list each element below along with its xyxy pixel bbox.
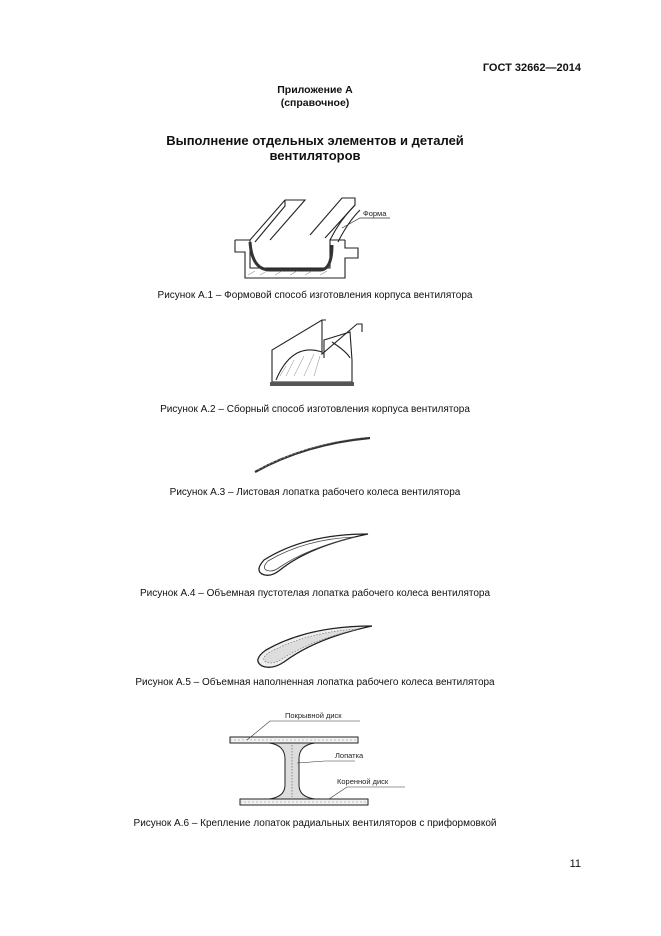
page-title: [0, 133, 630, 163]
figure-a6-blade-fastening: [225, 705, 425, 810]
annex-subtitle: (справочное): [280, 97, 350, 109]
figure-a5-caption: Рисунок А.5 – Объемная наполненная лопатка рабочего колеса вентилятора: [135, 677, 495, 688]
figure-a3-sheet-blade: [250, 432, 380, 477]
figure-a4-hollow-blade: [250, 530, 380, 582]
figure-a1-mold-housing: [230, 190, 410, 285]
figure-a1-caption: Рисунок А.1 – Формовой способ изготовления корпуса вентилятора: [157, 290, 473, 301]
figure-a2-caption: Рисунок А.2 – Сборный способ изготовления корпуса вентилятора: [160, 404, 470, 415]
document-code: ГОСТ 32662—2014: [482, 62, 581, 74]
figure-a1-label-form: Форма: [363, 209, 387, 218]
page-number: 11: [569, 858, 581, 870]
annex-title: Приложение А: [277, 84, 353, 96]
page-title-line-1: Выполнение отдельных элементов и деталей: [166, 133, 464, 148]
figure-a2-assembled-housing: [262, 312, 372, 390]
page-title-line-2: вентиляторов: [269, 148, 361, 163]
annex-heading: [0, 84, 630, 110]
figure-a5-filled-blade: [250, 620, 380, 672]
figure-a6-label-blade: Лопатка: [335, 751, 364, 760]
figure-a6-label-root-disk: Коренной диск: [337, 777, 389, 786]
figure-a4-caption: Рисунок А.4 – Объемная пустотелая лопатка рабочего колеса вентилятора: [139, 588, 491, 599]
figure-a6-label-cover-disk: Покрывной диск: [285, 711, 342, 720]
figure-a6-caption: Рисунок А.6 – Крепление лопаток радиальных вентиляторов с приформовкой: [133, 818, 497, 829]
figure-a3-caption: Рисунок А.3 – Листовая лопатка рабочего колеса вентилятора: [169, 487, 461, 498]
